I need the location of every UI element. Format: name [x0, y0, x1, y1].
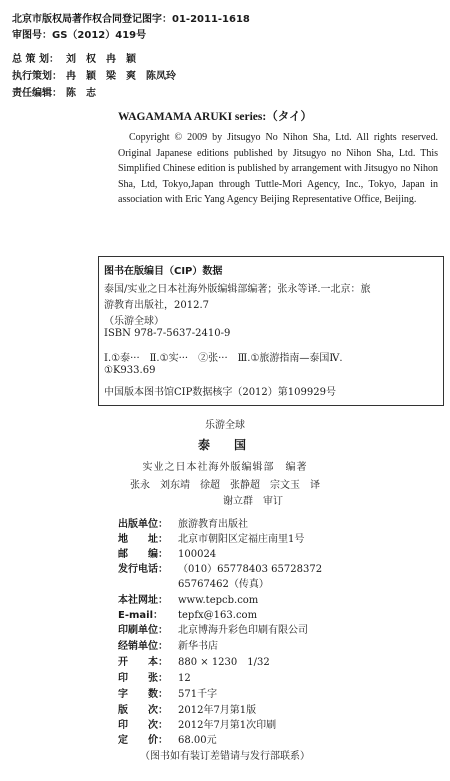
info-label: 印刷单位：	[118, 625, 168, 636]
info-row-word-count	[118, 685, 217, 700]
info-label: 发行电话：	[118, 564, 168, 575]
credit-value: 刘 权 冉 颖	[66, 54, 136, 65]
info-label: 印 次：	[118, 720, 168, 731]
info-label: 字 数：	[118, 689, 168, 700]
credit-value: 陈 志	[66, 88, 96, 99]
credit-label: 责任编辑：	[12, 88, 62, 99]
info-label: 地 址：	[118, 534, 168, 545]
info-row-fax	[118, 575, 269, 590]
info-row-printing	[118, 716, 276, 731]
info-row-address	[118, 530, 304, 545]
info-value: 2012年7月第1次印刷	[178, 720, 277, 731]
info-row-postcode	[118, 545, 216, 560]
cip-title: 图书在版编目（CIP）数据	[104, 266, 223, 277]
info-value: （010）65778403 65728372	[178, 564, 323, 575]
binding-notice: （图书如有装订差错请与发行部联系）	[140, 751, 310, 762]
map-approval-number: 审图号：GS（2012）419号	[12, 30, 147, 41]
credit-label: 总 策 划：	[12, 54, 59, 65]
info-row-format	[118, 653, 270, 668]
info-label: 定 价：	[118, 735, 168, 746]
series-label: WAGAMAMA ARUKI series:（タイ）	[118, 111, 312, 123]
credit-planner	[12, 50, 136, 65]
info-label: 出版单位：	[118, 519, 168, 530]
cip-publisher-line: 游教育出版社，2012.7	[104, 300, 209, 311]
info-row-printer	[118, 621, 308, 636]
translators-line: 张永 刘东靖 徐超 张静超 宗文玉 译	[130, 480, 320, 491]
credit-executive-planner	[12, 67, 176, 82]
info-label: 经销单位：	[118, 641, 168, 652]
info-value: 68.00元	[178, 735, 217, 746]
info-row-phone	[118, 560, 322, 575]
reviewer-line: 谢立群 审订	[223, 496, 283, 507]
info-row-sheets	[118, 669, 191, 684]
book-title: 泰 国	[197, 438, 252, 452]
info-row-edition	[118, 701, 256, 716]
copyright-notice: Copyright © 2009 by Jitsugyo No Nihon Sha, Ltd. All rights reserved. Original Japanese editions published by Jitsugyo no Nihon Sha, Ltd. This Simplified Chinese edition is published by arrangement with Jitsugyo no Nihon Sha, Ltd, Tokyo,Japan through Tuttle-Mori Agency, Inc., Tokyo, Japan in association with Eric Yang Agency Beijing Representative Office, Beijing.	[118, 132, 438, 205]
info-label: 版 次：	[118, 705, 168, 716]
cip-bibliographic-line: 泰国/实业之日本社海外版编辑部编著；张永等译.一北京：旅	[104, 284, 371, 295]
author-line: 实业之日本社海外版编辑部 编著	[142, 462, 308, 473]
cip-classification-code: ①K933.69	[104, 365, 156, 376]
info-value: 571千字	[178, 689, 218, 700]
credit-editor	[12, 84, 96, 99]
info-label: 邮 编：	[118, 549, 168, 560]
info-value: tepfx@163.com	[178, 610, 258, 621]
info-value: 2012年7月第1版	[178, 705, 257, 716]
credit-value: 冉 颖 梁 爽 陈凤玲	[66, 71, 176, 82]
credit-label: 执行策划：	[12, 71, 62, 82]
info-row-email	[118, 606, 257, 621]
info-value: 北京博海升彩色印刷有限公司	[178, 625, 308, 636]
info-value: 新华书店	[178, 641, 218, 652]
info-value: www.tepcb.com	[178, 595, 259, 606]
info-value: 100024	[178, 549, 217, 560]
info-label: 开 本：	[118, 657, 168, 668]
cip-core-number: 中国版本图书馆CIP数据核字（2012）第109929号	[104, 387, 336, 398]
info-value: 北京市朝阳区定福庄南里1号	[178, 534, 305, 545]
cip-series-line: （乐游全球）	[104, 316, 164, 327]
info-value: 12	[178, 673, 191, 684]
cip-classification: Ⅰ.①泰··· Ⅱ.①实··· ②张··· Ⅲ.①旅游指南—泰国Ⅳ.	[104, 353, 343, 364]
info-label: E-mail：	[118, 610, 164, 621]
info-row-publisher	[118, 515, 248, 530]
info-row-distributor	[118, 637, 218, 652]
info-label: 本社网址：	[118, 595, 168, 606]
copyright-registration: 北京市版权局著作权合同登记图字：01-2011-1618	[12, 14, 250, 25]
info-value: 880 × 1230 1/32	[178, 657, 270, 668]
info-row-price	[118, 731, 217, 746]
info-row-website	[118, 591, 258, 606]
info-label: 印 张：	[118, 673, 168, 684]
info-value: 旅游教育出版社	[178, 519, 248, 530]
cip-isbn: ISBN 978-7-5637-2410-9	[104, 328, 231, 339]
info-value: 65767462（传真）	[178, 579, 269, 590]
series-name: 乐游全球	[205, 420, 245, 431]
